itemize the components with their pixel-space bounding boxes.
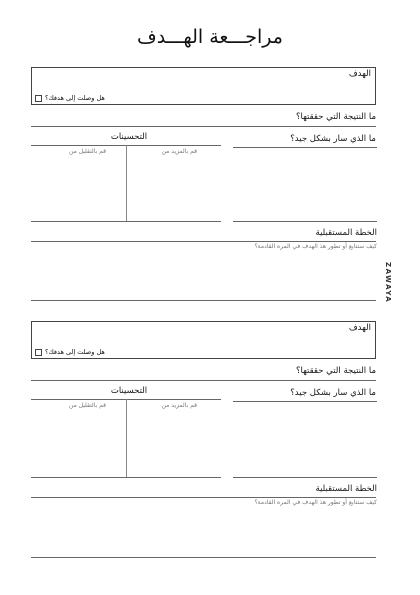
goal-input-box[interactable] — [31, 67, 376, 105]
brand-logo: ZAWAYA — [384, 262, 392, 304]
improvements-heading: التحسينات — [110, 386, 148, 396]
future-plan-line — [31, 497, 376, 498]
goal-reached-label: هل وصلت إلى هدفك؟ — [45, 94, 105, 102]
went-well-line[interactable] — [233, 401, 377, 402]
went-well-heading: ما الذي سار بشكل جيد؟ — [290, 388, 376, 398]
goal-reached-row — [35, 348, 105, 356]
goal-review-section — [0, 321, 420, 581]
improvements-divider — [126, 145, 127, 221]
future-plan-heading: الخطة المستقبلية — [315, 228, 377, 238]
result-line[interactable] — [31, 380, 376, 381]
page-title: مراجـــعة الهـــدف — [137, 26, 283, 48]
future-plan-hint: كيف ستتابع أو تطور هذ الهدف في المره القادمة؟ — [254, 243, 377, 250]
future-plan-line — [31, 241, 376, 242]
goal-reached-checkbox[interactable] — [35, 95, 42, 102]
future-plan-heading: الخطة المستقبلية — [315, 484, 377, 494]
do-more-label: قم بالمزيد من — [161, 148, 197, 155]
do-less-label: قم بالتقليل من — [69, 402, 106, 409]
result-line[interactable] — [31, 126, 376, 127]
went-well-bottom-line[interactable] — [233, 221, 377, 222]
do-less-label: قم بالتقليل من — [69, 148, 106, 155]
improvements-divider — [126, 399, 127, 477]
future-plan-answer-line[interactable] — [31, 300, 376, 301]
improvements-bottom-line[interactable] — [31, 477, 221, 478]
result-question: ما النتيجة التي حققتها؟ — [296, 366, 376, 376]
went-well-bottom-line[interactable] — [233, 477, 377, 478]
went-well-heading: ما الذي سار بشكل جيد؟ — [290, 134, 376, 144]
improvements-bottom-line[interactable] — [31, 221, 221, 222]
do-more-label: قم بالمزيد من — [161, 402, 197, 409]
goal-label: الهدف — [348, 323, 371, 333]
goal-reached-checkbox[interactable] — [35, 349, 42, 356]
goal-reached-row — [35, 94, 105, 102]
future-plan-hint: كيف ستتابع أو تطور هذ الهدف في المره القادمة؟ — [254, 499, 377, 506]
result-question: ما النتيجة التي حققتها؟ — [296, 112, 376, 122]
goal-reached-label: هل وصلت إلى هدفك؟ — [45, 348, 105, 356]
future-plan-answer-line[interactable] — [31, 557, 376, 558]
goal-review-section — [0, 67, 420, 327]
goal-label: الهدف — [348, 69, 371, 79]
goal-input-box[interactable] — [31, 321, 376, 359]
went-well-line[interactable] — [233, 147, 377, 148]
improvements-heading: التحسينات — [110, 132, 148, 142]
